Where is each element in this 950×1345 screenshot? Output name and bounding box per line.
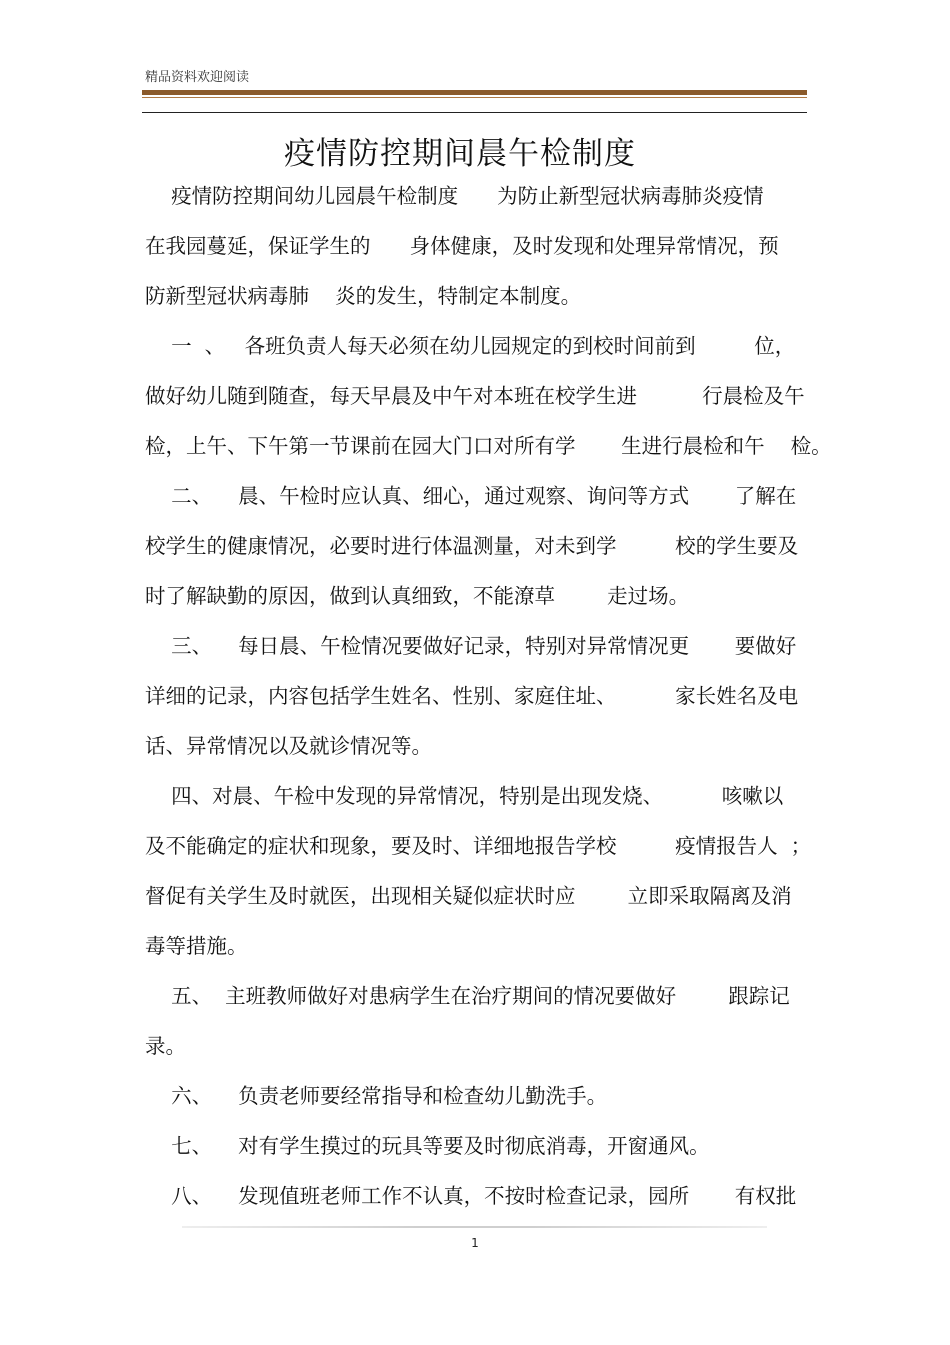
header-rule-thick: [142, 90, 807, 95]
body-line: 录。: [145, 1034, 186, 1058]
body-line: 校学生的健康情况，必要时进行体温测量，对未到学 校的学生要及: [145, 534, 799, 558]
body-line: 检，上午、下午第一节课前在园大门口对所有学 生进行晨检和午 检。: [145, 434, 832, 458]
body-line: 话、异常情况以及就诊情况等。: [145, 734, 432, 758]
body-line: 三、 每日晨、午检情况要做好记录，特别对异常情况更 要做好: [145, 634, 797, 658]
header-rule-black: [142, 112, 807, 113]
body-line: 在我园蔓延，保证学生的 身体健康，及时发现和处理异常情况，预: [145, 234, 779, 258]
body-line: 做好幼儿随到随查，每天早晨及中午对本班在校学生进 行晨检及午: [145, 384, 805, 408]
header-text: 精品资料欢迎阅读: [145, 70, 250, 85]
body-line: 毒等措施。: [145, 934, 248, 958]
body-line: 五、 主班教师做好对患病学生在治疗期间的情况要做好 跟踪记: [145, 984, 790, 1008]
body-line: 督促有关学生及时就医，出现相关疑似症状时应 立即采取隔离及消: [145, 884, 792, 908]
body-line: 防新型冠状病毒肺 炎的发生，特制定本制度。: [145, 284, 582, 308]
body-line: 四、对晨、午检中发现的异常情况，特别是出现发烧、 咳嗽以: [145, 784, 784, 808]
body-line: 时了解缺勤的原因，做到认真细致，不能潦草 走过场。: [145, 584, 690, 608]
footer-rule: [182, 1226, 767, 1228]
body-line: 六、 负责老师要经常指导和检查幼儿勤洗手。: [145, 1084, 608, 1108]
body-line: 二、 晨、午检时应认真、细心，通过观察、询问等方式 了解在: [145, 484, 797, 508]
body-line: 疫情防控期间幼儿园晨午检制度 为防止新型冠状病毒肺炎疫情: [145, 184, 764, 208]
body-line: 八、 发现值班老师工作不认真，不按时检查记录，园所 有权批: [145, 1184, 797, 1208]
page-number: 1: [471, 1236, 479, 1250]
header-rule-thin: [142, 97, 807, 98]
body-line: 一 、 各班负责人每天必须在幼儿园规定的到校时间前到 位，: [145, 334, 796, 358]
body-line: 详细的记录，内容包括学生姓名、性别、家庭住址、 家长姓名及电: [145, 684, 799, 708]
document-title: 疫情防控期间晨午检制度: [284, 136, 636, 172]
body-line: 七、 对有学生摸过的玩具等要及时彻底消毒，开窗通风。: [145, 1134, 710, 1158]
body-line: 及不能确定的症状和现象，要及时、详细地报告学校 疫情报告人 ；: [145, 834, 812, 858]
